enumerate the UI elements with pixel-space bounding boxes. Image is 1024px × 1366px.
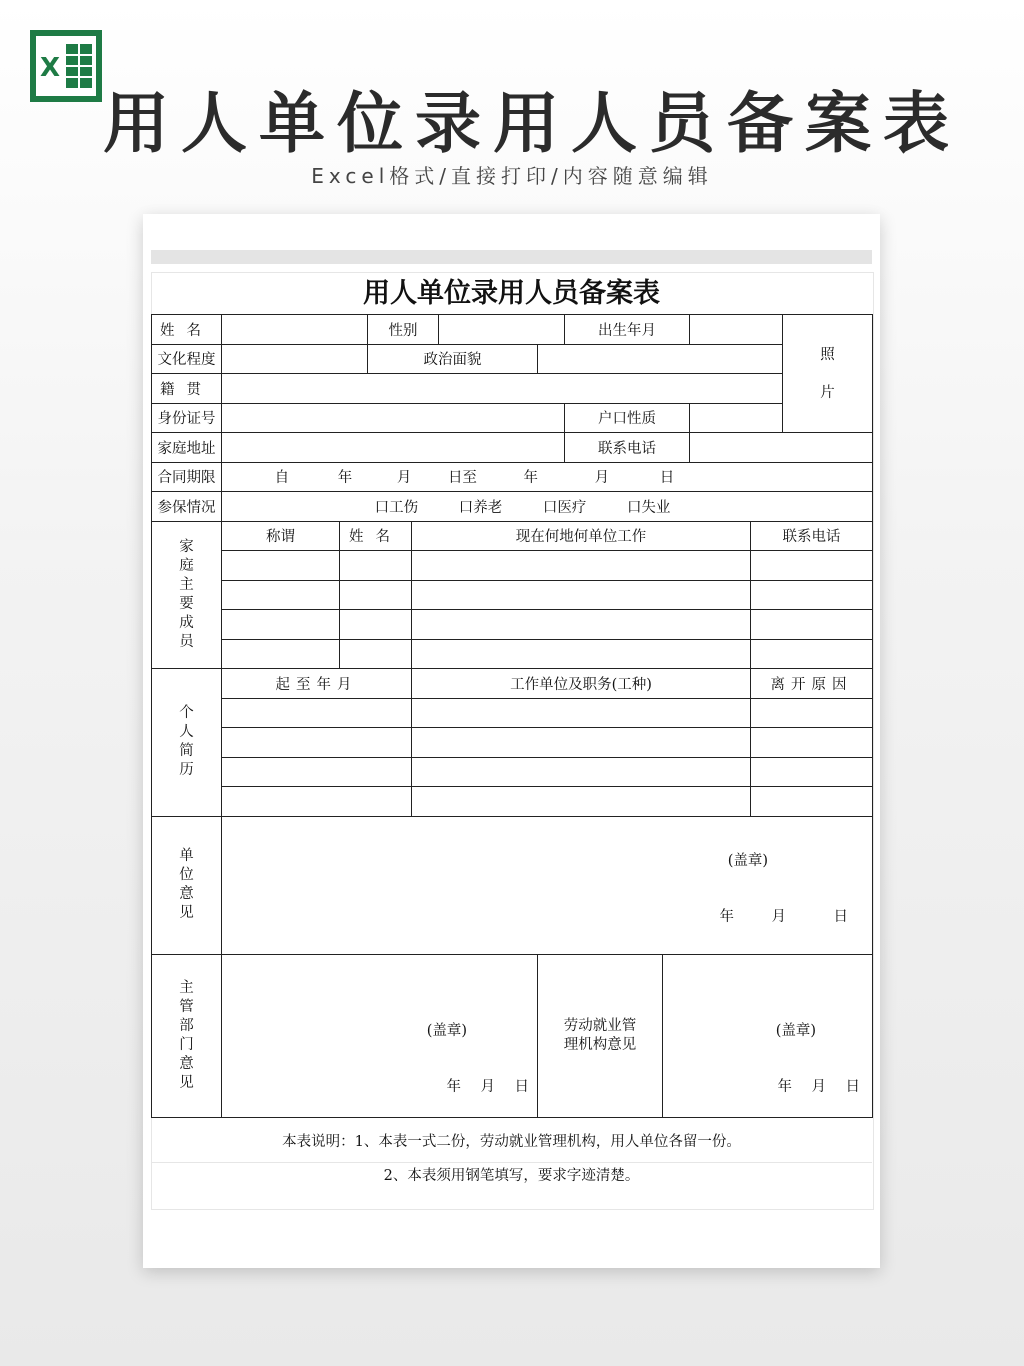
- photo-label-1: 照: [820, 346, 835, 363]
- resume-header-row: [152, 669, 873, 699]
- insurance-options: [222, 492, 873, 522]
- form-note-2: 2、本表须用钢笔填写，要求字迹清楚。: [383, 1168, 640, 1184]
- family-header-workplace: 现在何地何单位工作: [412, 521, 751, 551]
- excel-logo-letter: X: [39, 53, 61, 83]
- resume-header-period: 起至年月: [222, 669, 412, 699]
- family-row: [152, 580, 873, 610]
- row-contract: [152, 462, 873, 492]
- supervisor-opinion-label: 主管部门意见: [152, 954, 222, 1117]
- family-row: [152, 551, 873, 581]
- contract-day-2: 日: [659, 470, 675, 487]
- page-title: 用人单位录用人员备案表: [103, 85, 961, 162]
- labor-agency-year: 年: [777, 1078, 793, 1095]
- supervisor-day: 日: [514, 1078, 530, 1095]
- family-section-label: 家庭主要成员: [152, 521, 222, 669]
- input-name[interactable]: [222, 315, 368, 345]
- label-politics: 政治面貌: [368, 344, 538, 374]
- resume-row: [152, 787, 873, 817]
- resume-row: [152, 698, 873, 728]
- resume-row: [152, 757, 873, 787]
- unit-opinion-row: [152, 816, 873, 954]
- labor-agency-month: 月: [811, 1078, 827, 1095]
- input-education[interactable]: [222, 344, 368, 374]
- form-note-1: 本表说明：1、本表一式二份，劳动就业管理机构，用人单位各留一份。: [282, 1134, 741, 1150]
- row-insurance: [152, 492, 873, 522]
- label-education: 文化程度: [152, 344, 222, 374]
- input-native-place[interactable]: [222, 374, 783, 404]
- supervisor-opinion-box[interactable]: [222, 954, 538, 1117]
- row-native-place: [152, 374, 873, 404]
- input-phone[interactable]: [690, 433, 873, 463]
- unit-opinion-stamp: (盖章): [727, 852, 769, 869]
- family-row: [152, 639, 873, 669]
- unit-opinion-year: 年: [719, 908, 735, 925]
- contract-month-2: 月: [594, 470, 610, 487]
- contract-day-to: 日至: [447, 470, 477, 487]
- label-native-place: 籍贯: [152, 374, 222, 404]
- unit-opinion-month: 月: [771, 908, 787, 925]
- checkbox-medical[interactable]: 口医疗: [542, 499, 587, 516]
- label-hukou: 户口性质: [565, 403, 690, 433]
- resume-header-reason: 离开原因: [751, 669, 873, 699]
- unit-opinion-label: 单位意见: [152, 816, 222, 954]
- input-contract[interactable]: [222, 462, 873, 492]
- label-insurance: 参保情况: [152, 492, 222, 522]
- form-title: 用人单位录用人员备案表: [363, 278, 660, 309]
- contract-year-1: 年: [337, 470, 353, 487]
- label-contract: 合同期限: [152, 462, 222, 492]
- resume-row: [152, 728, 873, 758]
- input-hukou[interactable]: [690, 403, 783, 433]
- supervisor-month: 月: [480, 1078, 496, 1095]
- registration-form-table: [151, 314, 873, 1118]
- family-header-row: [152, 521, 873, 551]
- input-address[interactable]: [222, 433, 565, 463]
- input-politics[interactable]: [538, 344, 783, 374]
- resume-section-label: 个人简历: [152, 669, 222, 817]
- row-education: [152, 344, 873, 374]
- unit-opinion-box[interactable]: [222, 816, 873, 954]
- checkbox-unemployment[interactable]: 口失业: [626, 499, 671, 516]
- row-id: [152, 403, 873, 433]
- note-divider: [151, 1162, 872, 1163]
- photo-label-2: 片: [820, 384, 835, 401]
- labor-agency-day: 日: [845, 1078, 861, 1095]
- row-name: [152, 315, 873, 345]
- supervisor-year: 年: [446, 1078, 462, 1095]
- contract-from: 自: [274, 470, 290, 487]
- label-birth: 出生年月: [565, 315, 690, 345]
- input-gender[interactable]: [439, 315, 565, 345]
- supervisor-stamp: (盖章): [426, 1022, 468, 1039]
- family-header-name: 姓名: [340, 521, 412, 551]
- labor-agency-opinion-box[interactable]: [663, 954, 873, 1117]
- label-address: 家庭地址: [152, 433, 222, 463]
- contract-month-1: 月: [396, 470, 412, 487]
- contract-year-2: 年: [523, 470, 539, 487]
- family-header-phone: 联系电话: [751, 521, 873, 551]
- label-id-number: 身份证号: [152, 403, 222, 433]
- form-paper: [143, 214, 880, 1268]
- family-row: [152, 610, 873, 640]
- checkbox-pension[interactable]: 口养老: [458, 499, 503, 516]
- label-name: 姓名: [152, 315, 222, 345]
- checkbox-injury[interactable]: 口工伤: [374, 499, 419, 516]
- supervisor-opinion-row: [152, 954, 873, 1117]
- resume-header-workplace: 工作单位及职务(工种): [412, 669, 751, 699]
- label-gender: 性别: [368, 315, 439, 345]
- row-address: [152, 433, 873, 463]
- labor-agency-stamp: (盖章): [775, 1022, 817, 1039]
- input-id-number[interactable]: [222, 403, 565, 433]
- family-header-title: 称谓: [222, 521, 340, 551]
- page-subtitle: Excel格式/直接打印/内容随意编辑: [311, 164, 713, 188]
- unit-opinion-day: 日: [833, 908, 849, 925]
- labor-agency-label: 劳动就业管理机构意见: [538, 954, 663, 1117]
- photo-box[interactable]: [783, 315, 873, 433]
- input-birth[interactable]: [690, 315, 783, 345]
- paper-toolbar-strip: [151, 250, 872, 264]
- label-phone: 联系电话: [565, 433, 690, 463]
